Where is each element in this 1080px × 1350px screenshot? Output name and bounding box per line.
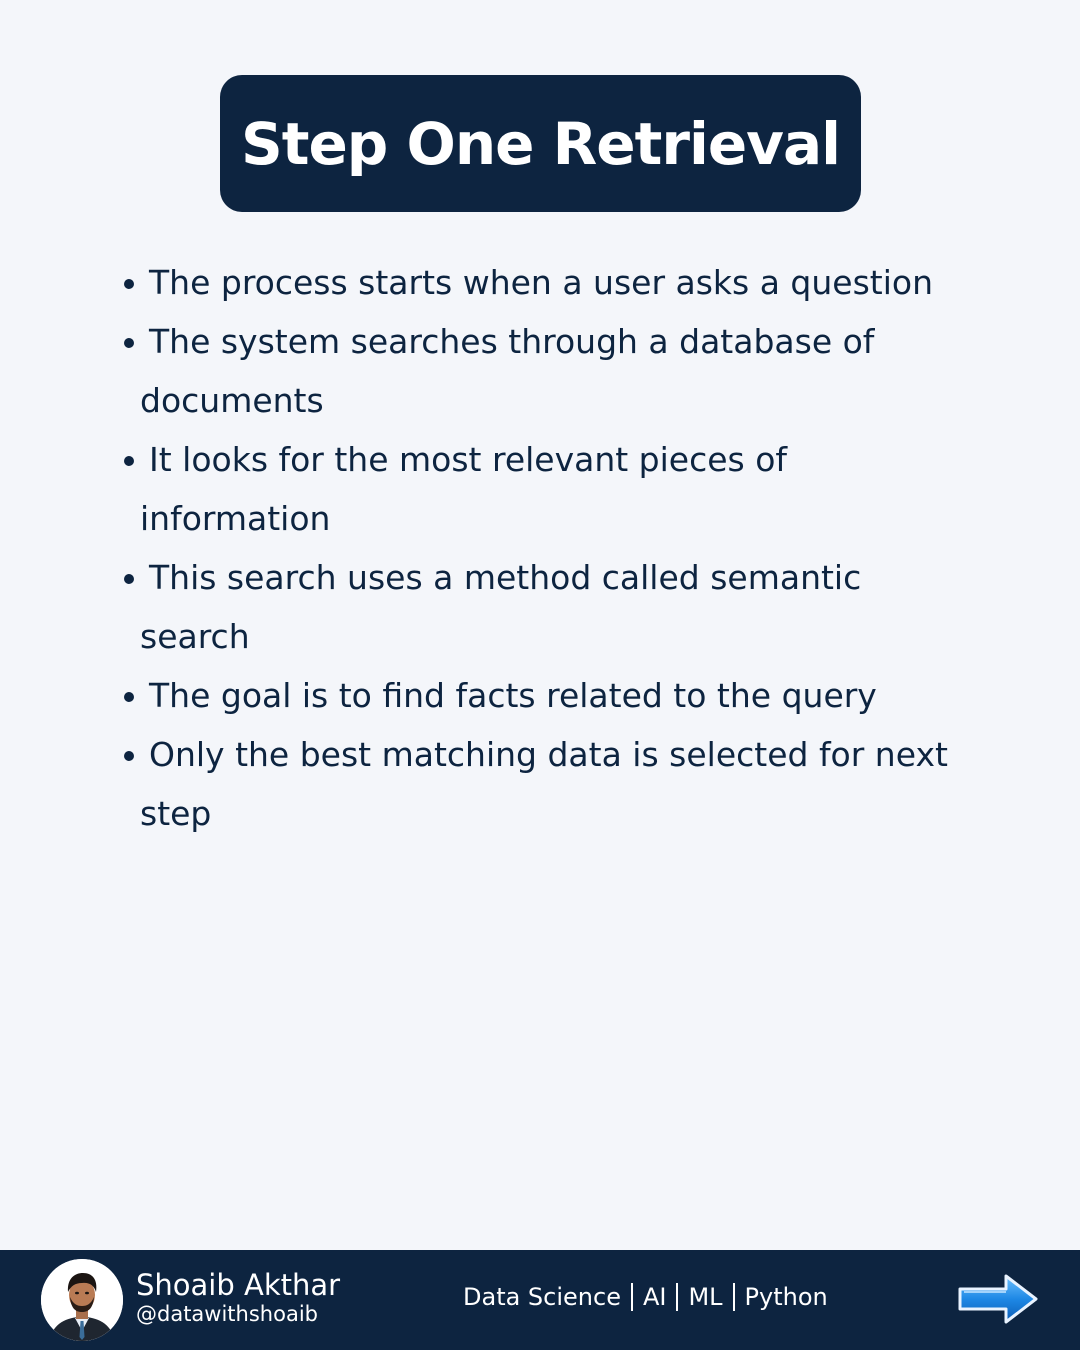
- bullet-text: The process starts when a user asks a question: [149, 263, 933, 302]
- title-banner: [220, 75, 861, 212]
- topic-ai: AI: [642, 1283, 667, 1311]
- profile-photo-icon: [41, 1259, 123, 1341]
- bullet-item: [120, 253, 980, 312]
- bullet-text: The system searches through a database of documents: [140, 322, 875, 420]
- bullet-dot-icon: [124, 279, 134, 289]
- bullet-text: Only the best matching data is selected for next step: [140, 735, 948, 833]
- bullet-text: This search uses a method called semantic search: [140, 558, 862, 656]
- bullet-text: The goal is to find facts related to the query: [149, 676, 877, 715]
- bullet-item: [120, 430, 980, 548]
- next-slide-button[interactable]: [956, 1272, 1040, 1326]
- bullet-item: [120, 725, 980, 843]
- bullet-item: [120, 312, 980, 430]
- bullet-list: [120, 253, 980, 843]
- topic-python: Python: [744, 1283, 828, 1311]
- bullet-item: [120, 548, 980, 666]
- bullet-dot-icon: [124, 574, 134, 584]
- topic-divider: [676, 1283, 678, 1311]
- topic-divider: [733, 1283, 735, 1311]
- bullet-dot-icon: [124, 692, 134, 702]
- bullet-dot-icon: [124, 456, 134, 466]
- bullet-text: It looks for the most relevant pieces of information: [140, 440, 788, 538]
- right-arrow-icon: [956, 1272, 1040, 1326]
- topic-divider: [631, 1283, 633, 1311]
- footer-bar: [0, 1250, 1080, 1350]
- topic-ml: ML: [688, 1283, 723, 1311]
- author-name: Shoaib Akthar: [136, 1268, 341, 1302]
- bullet-item: [120, 666, 980, 725]
- topic-list: [463, 1283, 828, 1311]
- bullet-dot-icon: [124, 338, 134, 348]
- avatar: [41, 1259, 123, 1341]
- bullet-dot-icon: [124, 751, 134, 761]
- author-handle: @datawithshoaib: [136, 1302, 318, 1326]
- page-title: Step One Retrieval: [240, 109, 841, 178]
- topic-data-science: Data Science: [463, 1283, 621, 1311]
